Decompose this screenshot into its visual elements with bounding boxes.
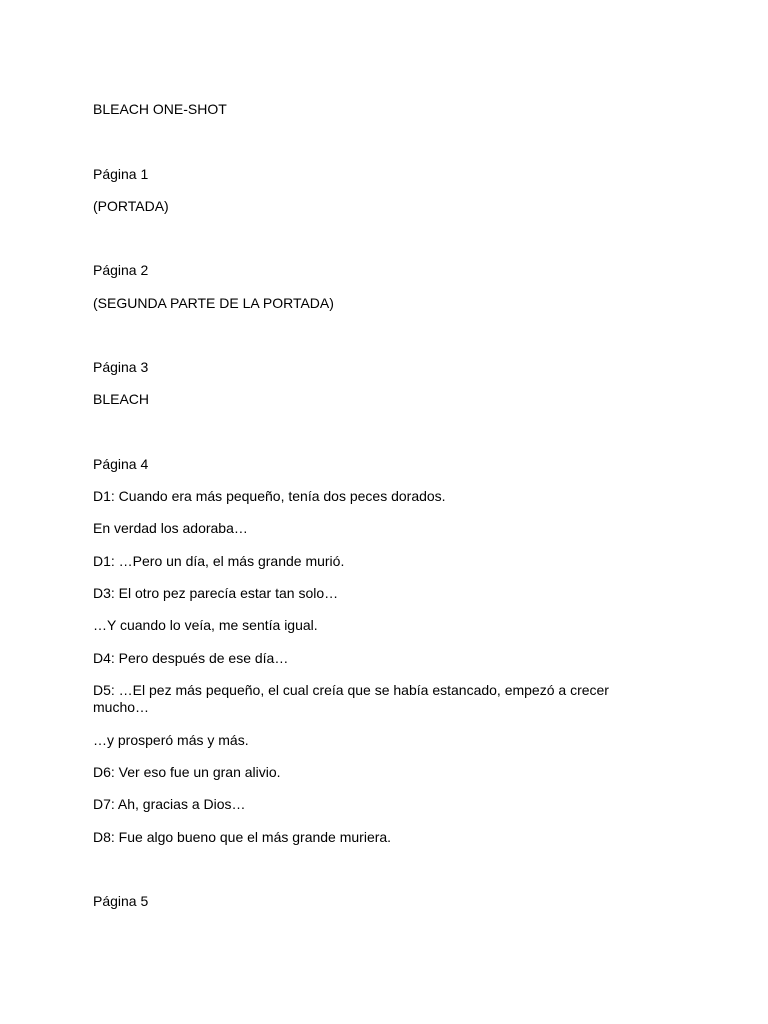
- dialogue-line: D6: Ver eso fue un gran alivio.: [93, 764, 281, 780]
- dialogue-line: …Y cuando lo veía, me sentía igual.: [93, 617, 318, 633]
- page-heading: Página 3: [93, 359, 149, 375]
- dialogue-line: D3: El otro pez parecía estar tan solo…: [93, 585, 339, 601]
- dialogue-line: …y prosperó más y más.: [93, 732, 249, 748]
- dialogue-line: En verdad los adoraba…: [93, 520, 248, 536]
- page-heading: Página 1: [93, 166, 149, 182]
- dialogue-line: D1: …Pero un día, el más grande murió.: [93, 553, 345, 569]
- paragraph: (SEGUNDA PARTE DE LA PORTADA): [93, 295, 334, 311]
- page-heading: Página 5: [93, 893, 149, 909]
- paragraph: (PORTADA): [93, 198, 169, 214]
- dialogue-line: D5: …El pez más pequeño, el cual creía que se había estancado, empezó a crecer mucho…: [93, 682, 609, 715]
- page-heading: Página 4: [93, 456, 149, 472]
- dialogue-line: D1: Cuando era más pequeño, tenía dos peces dorados.: [93, 488, 446, 504]
- dialogue-line: D7: Ah, gracias a Dios…: [93, 796, 246, 812]
- dialogue-line: D8: Fue algo bueno que el más grande muriera.: [93, 829, 392, 845]
- document-title: BLEACH ONE-SHOT: [93, 101, 227, 117]
- paragraph: BLEACH: [93, 391, 150, 407]
- page-heading: Página 2: [93, 262, 149, 278]
- dialogue-line: D4: Pero después de ese día…: [93, 650, 289, 666]
